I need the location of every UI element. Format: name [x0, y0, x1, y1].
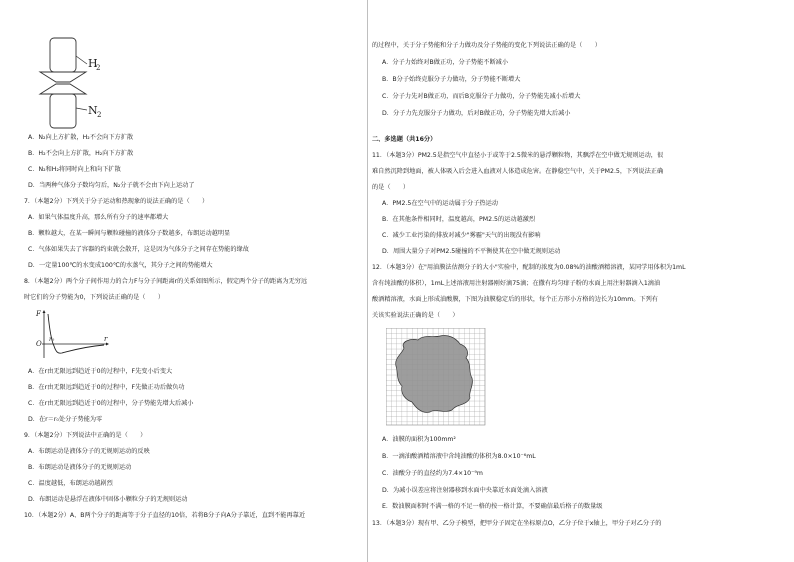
q11-option-c: C．减少工业污染的排放对减少"雾霾"天气的出现没有影响 — [382, 232, 541, 239]
q8-option-c: C．在r由无限远到趋近于0的过程中，分子势能先增大后减小 — [28, 400, 194, 407]
q12-option-e: E．数油膜面积时不满一格的不足一格的按一格计算，不要确信最后格子的数量级 — [382, 503, 603, 510]
fig-h2-subscript: 2 — [96, 64, 101, 72]
column-divider — [367, 0, 368, 562]
q6-option-d: D．当两种气体分子数均匀后，N₂分子就不会由下向上运动了 — [28, 182, 195, 189]
q8-stem-line2: 时它们的分子势能为0，下列说法正确的是（ ） — [24, 294, 165, 301]
q9-option-c: C．温度越低，布朗运动越剧烈 — [28, 480, 113, 487]
q11-option-b: B．在其他条件相同时，温度越高，PM2.5的运动越激烈 — [382, 216, 536, 223]
q8-option-b: B．在r由无限远到趋近于0的过程中，F先做正功后做负功 — [28, 384, 185, 391]
q8-option-d: D．在r＝r₀处分子势能为零 — [28, 416, 103, 423]
q7-option-c: C．气体如果失去了容器的约束就会散开，这是因为气体分子之间存在势能的缘故 — [28, 246, 249, 253]
q12-option-a: A．油膜的面积为100mm² — [382, 436, 456, 443]
force-distance-graph — [30, 308, 110, 360]
q8-stem-line1: 8．（本题2分）两个分子间作用力的合力F与分子间距离r的关系如图所示，假定两个分子的距离为无穷远 — [24, 278, 308, 285]
q7-option-a: A．如果气体温度升高，那么所有分子的速率都增大 — [28, 214, 169, 221]
q7-stem: 7．（本题2分）下列关于分子运动和热现象的说法正确的是（ ） — [24, 198, 209, 205]
q12-stem-line4: 关该实验说法正确的是（ ） — [372, 312, 459, 319]
graph-r0-label: r₀ — [49, 336, 55, 343]
q11-option-a: A．PM2.5在空气中的运动属于分子热运动 — [382, 200, 498, 207]
q7-option-d: D．一定量100℃的水变成100℃的水蒸气，其分子之间的势能增大 — [28, 262, 213, 269]
q10-stem: 10．（本题2分）A、B两个分子的距离等于分子直径的10倍，若将B分子向A分子靠近，直到不能再靠近 — [24, 512, 306, 519]
q12-stem-line3: 酸酒精溶液，水面上形成油酸膜，下图为油膜稳定后的形状，每个正方形小方格的边长为10mm。下列有 — [372, 296, 658, 303]
diffusion-apparatus-figure — [32, 32, 142, 130]
q13-stem: 13．（本题3分）现有甲、乙分子模型，把甲分子固定在坐标原点O，乙分子位于x轴上，甲分子对乙分子的 — [372, 520, 662, 527]
q12-option-d: D．为减小误差应将注射器移到水面中央靠近水面处滴入溶液 — [382, 487, 548, 494]
q9-option-d: D．布朗运动是悬浮在液体中固体小颗粒分子的无规则运动 — [28, 496, 188, 503]
q11-option-d: D．周围大量分子对PM2.5碰撞的不平衡使其在空中做无规则运动 — [382, 248, 561, 255]
q11-stem-line1: 11．（本题3分）PM2.5是指空气中直径小于或等于2.5微米的悬浮颗粒物，其飘浮在空中做无规则运动，很 — [372, 152, 664, 159]
q6-option-c: C．N₂和H₂将同时向上和向下扩散 — [28, 166, 121, 173]
q12-option-c: C．油酸分子的直径约为7.4×10⁻⁹m — [382, 470, 483, 477]
fig-n2-label: N — [88, 104, 98, 117]
q8-option-a: A．在r由无限远到趋近于0的过程中，F先变小后变大 — [28, 368, 173, 375]
q6-option-b: B．H₂不会向上方扩散，H₂向下方扩散 — [28, 150, 134, 157]
q12-stem-line1: 12．（本题3分）在"用油膜法估测分子的大小"实验中，配制的浓度为0.08%的油酸酒精溶液，某同学用体积为1mL — [372, 264, 686, 271]
q9-option-b: B．布朗运动是液体分子的无规则运动 — [28, 464, 132, 471]
q10-option-b: B．B分子始终克服分子力做功，分子势能不断增大 — [382, 76, 521, 83]
q9-option-a: A．布朗运动是液体分子的无规则运动的反映 — [28, 448, 150, 455]
q9-stem: 9．（本题2分）下列说法中正确的是（ ） — [24, 432, 147, 439]
q12-option-b: B．一滴油酸酒精溶液中含纯油酸的体积为8.0×10⁻⁶mL — [382, 453, 536, 460]
fig-h2-label: H — [88, 57, 98, 70]
q12-stem-line2: 含有纯油酸的体积），1mL上述溶液用注射器刚好滴75滴；在撒有均匀痱子粉的水面上用注射器滴入1滴油 — [372, 280, 661, 287]
graph-axis-f: F — [36, 310, 41, 318]
q10-option-d: D．分子力先克服分子力做功，后对B做正功，分子势能先增大后减小 — [382, 110, 571, 117]
graph-axis-r: r — [104, 335, 108, 343]
oil-film-grid-figure — [386, 328, 486, 426]
q10-option-a: A．分子力始终对B做正功，分子势能不断减小 — [382, 59, 509, 66]
q7-option-b: B．颗粒越大，在某一瞬间与颗粒碰撞的液体分子数越多，布朗运动越明显 — [28, 230, 231, 237]
q11-stem-line3: 的是（ ） — [372, 184, 410, 191]
graph-origin: O — [36, 340, 42, 348]
q10-option-c: C．分子力先对B做正功，而后B克服分子力做功，分子势能先减小后增大 — [382, 93, 581, 100]
section-multiple-choice-heading: 二、多选题（共16分） — [372, 136, 437, 143]
q11-stem-line2: 难自然沉降到地面，被人体吸入后会进入血液对人体造成危害。在静稳空气中，关于PM2.5，下列说法正确 — [372, 168, 664, 175]
fig-n2-subscript: 2 — [97, 111, 102, 119]
q10-stem-continued: 的过程中，关于分子势能和分子力做功及分子势能的变化下列说法正确的是（ ） — [372, 42, 601, 49]
q6-option-a: A．N₂向上方扩散，H₂不会向下方扩散 — [28, 134, 134, 141]
